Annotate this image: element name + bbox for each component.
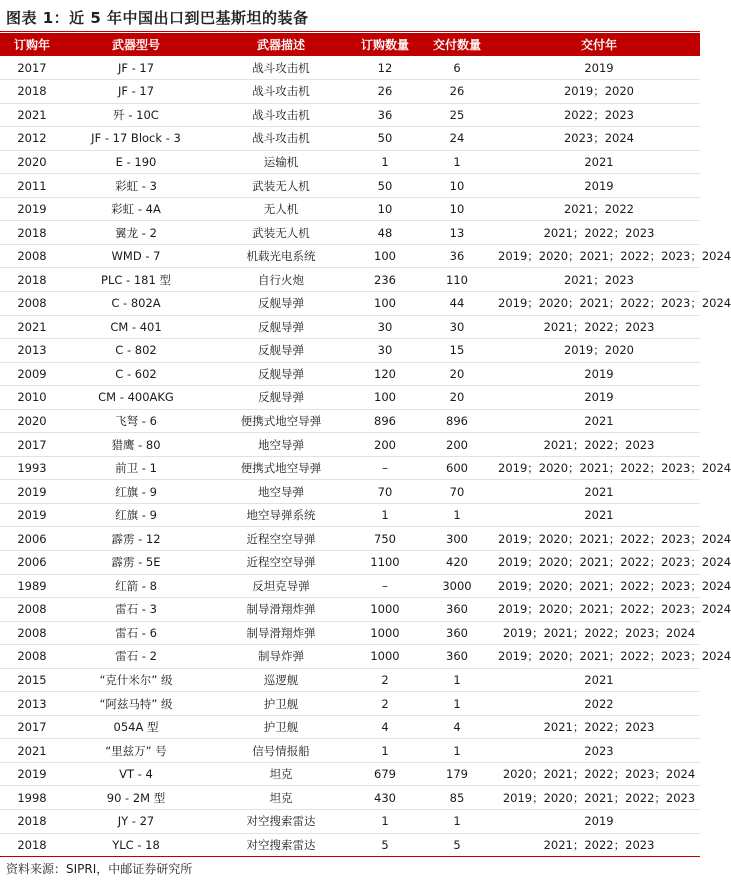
cell-order-year: 2021 [0, 103, 64, 127]
cell-delivered-quantity: 4 [416, 715, 498, 739]
cell-delivery-years: 2019 [498, 810, 700, 834]
cell-order-year: 2013 [0, 692, 64, 716]
cell-order-year: 2008 [0, 291, 64, 315]
cell-order-year: 2008 [0, 621, 64, 645]
table-row [0, 762, 700, 786]
cell-delivered-quantity: 13 [416, 221, 498, 245]
table-row [0, 291, 700, 315]
cell-order-year: 2021 [0, 739, 64, 763]
cell-order-year: 1998 [0, 786, 64, 810]
cell-weapon-description: 便携式地空导弹 [208, 409, 354, 433]
header-weapon-model: 武器型号 [111, 38, 160, 52]
cell-weapon-description: 便携式地空导弹 [208, 456, 354, 480]
cell-order-quantity: 4 [354, 715, 416, 739]
cell-order-year: 2008 [0, 598, 64, 622]
cell-delivery-years: 2021；2023 [498, 268, 700, 292]
cell-order-quantity: 2 [354, 692, 416, 716]
cell-delivered-quantity: 110 [416, 268, 498, 292]
header-delivery-years: 交付年 [580, 38, 617, 52]
cell-weapon-model: 054A 型 [64, 715, 208, 739]
cell-order-year: 2018 [0, 268, 64, 292]
cell-weapon-model: E - 190 [64, 150, 208, 174]
cell-delivery-years: 2019 [498, 174, 700, 198]
cell-order-quantity: 1000 [354, 598, 416, 622]
table-row [0, 339, 700, 363]
cell-order-quantity: 30 [354, 339, 416, 363]
cell-order-quantity: 70 [354, 480, 416, 504]
cell-weapon-model: JF - 17 [64, 80, 208, 104]
table-row [0, 598, 700, 622]
cell-delivered-quantity: 85 [416, 786, 498, 810]
cell-order-year: 1989 [0, 574, 64, 598]
cell-order-quantity: 1000 [354, 621, 416, 645]
cell-order-year: 2009 [0, 362, 64, 386]
cell-order-quantity: 1 [354, 503, 416, 527]
cell-order-quantity: 750 [354, 527, 416, 551]
cell-delivered-quantity: 20 [416, 386, 498, 410]
cell-delivery-years: 2019 [498, 56, 700, 80]
cell-delivered-quantity: 10 [416, 174, 498, 198]
cell-delivered-quantity: 24 [416, 127, 498, 151]
cell-delivered-quantity: 420 [416, 550, 498, 574]
table-body [0, 56, 731, 857]
cell-weapon-model: 翼龙 - 2 [64, 221, 208, 245]
cell-weapon-description: 反舰导弹 [208, 386, 354, 410]
cell-weapon-description: 近程空空导弹 [208, 550, 354, 574]
cell-delivery-years: 2019；2020；2021；2022；2023；2024 [498, 550, 700, 574]
table-row [0, 433, 700, 457]
header-order-quantity: 订购数量 [360, 38, 409, 52]
cell-order-year: 2010 [0, 386, 64, 410]
table-row [0, 503, 700, 527]
cell-order-quantity: 5 [354, 833, 416, 857]
cell-weapon-description: 制导滑翔炸弹 [208, 621, 354, 645]
cell-delivery-years: 2019；2020；2021；2022；2023；2024 [498, 645, 700, 669]
table-row [0, 739, 700, 763]
cell-order-year: 2020 [0, 409, 64, 433]
cell-weapon-description: 战斗攻击机 [208, 127, 354, 151]
cell-weapon-model: 红旗 - 9 [64, 480, 208, 504]
cell-order-quantity: 30 [354, 315, 416, 339]
table-row [0, 409, 700, 433]
figure-title: 图表 1：近 5 年中国出口到巴基斯坦的装备 [6, 9, 309, 27]
cell-delivered-quantity: 3000 [416, 574, 498, 598]
figure-title-bar [0, 0, 700, 32]
cell-order-year: 2021 [0, 315, 64, 339]
cell-order-year: 2019 [0, 197, 64, 221]
cell-delivered-quantity: 70 [416, 480, 498, 504]
cell-weapon-description: 地空导弹 [208, 480, 354, 504]
table-row [0, 833, 700, 857]
cell-order-quantity: 48 [354, 221, 416, 245]
cell-delivered-quantity: 360 [416, 621, 498, 645]
cell-order-year: 2017 [0, 715, 64, 739]
table-row [0, 810, 700, 834]
cell-order-quantity: 1 [354, 810, 416, 834]
cell-weapon-model: 彩虹 - 4A [64, 197, 208, 221]
cell-delivered-quantity: 26 [416, 80, 498, 104]
cell-delivery-years: 2023 [498, 739, 700, 763]
header-row [0, 33, 700, 56]
cell-order-quantity: 50 [354, 174, 416, 198]
cell-weapon-description: 对空搜索雷达 [208, 810, 354, 834]
cell-weapon-model: 猎鹰 - 80 [64, 433, 208, 457]
table-row [0, 645, 700, 669]
cell-order-quantity: 12 [354, 56, 416, 80]
table-row [0, 315, 700, 339]
table-row [0, 268, 700, 292]
cell-delivery-years: 2020；2021；2022；2023；2024 [498, 762, 700, 786]
cell-order-year: 2020 [0, 150, 64, 174]
cell-delivery-years: 2019；2020；2021；2022；2023；2024 [498, 244, 700, 268]
cell-weapon-description: 武装无人机 [208, 221, 354, 245]
cell-weapon-description: 巡逻舰 [208, 668, 354, 692]
cell-delivery-years: 2021；2022 [498, 197, 700, 221]
table-row [0, 197, 700, 221]
table-row [0, 621, 700, 645]
cell-delivered-quantity: 1 [416, 810, 498, 834]
cell-order-quantity: 2 [354, 668, 416, 692]
cell-order-quantity: 1 [354, 150, 416, 174]
cell-order-quantity: 1 [354, 739, 416, 763]
cell-delivery-years: 2021；2022；2023 [498, 715, 700, 739]
cell-weapon-model: WMD - 7 [64, 244, 208, 268]
table-row [0, 715, 700, 739]
cell-delivered-quantity: 1 [416, 668, 498, 692]
cell-order-year: 2017 [0, 56, 64, 80]
cell-order-year: 2006 [0, 527, 64, 551]
table-row [0, 56, 700, 80]
cell-weapon-description: 地空导弹 [208, 433, 354, 457]
cell-weapon-description: 对空搜索雷达 [208, 833, 354, 857]
table-row [0, 150, 700, 174]
cell-weapon-description: 反舰导弹 [208, 315, 354, 339]
cell-delivery-years: 2019 [498, 386, 700, 410]
cell-weapon-model: “克什米尔” 级 [64, 668, 208, 692]
cell-weapon-description: 反舰导弹 [208, 291, 354, 315]
cell-delivery-years: 2019；2020；2021；2022；2023；2024 [498, 527, 700, 551]
cell-order-quantity: 1000 [354, 645, 416, 669]
cell-weapon-model: 歼 - 10C [64, 103, 208, 127]
cell-order-year: 2012 [0, 127, 64, 151]
cell-order-quantity: 100 [354, 386, 416, 410]
table-row [0, 668, 700, 692]
cell-weapon-model: 红旗 - 9 [64, 503, 208, 527]
cell-order-year: 2018 [0, 221, 64, 245]
table-row [0, 103, 700, 127]
header-weapon-description: 武器描述 [256, 38, 305, 52]
table-row [0, 386, 700, 410]
cell-order-year: 2019 [0, 762, 64, 786]
cell-delivered-quantity: 179 [416, 762, 498, 786]
header-delivered-quantity: 交付数量 [432, 38, 481, 52]
cell-weapon-description: 信号情报船 [208, 739, 354, 763]
cell-weapon-model: 飞弩 - 6 [64, 409, 208, 433]
cell-delivered-quantity: 20 [416, 362, 498, 386]
table-row [0, 574, 700, 598]
cell-order-quantity: 679 [354, 762, 416, 786]
table-row [0, 786, 700, 810]
cell-delivery-years: 2021；2022；2023 [498, 315, 700, 339]
cell-delivered-quantity: 200 [416, 433, 498, 457]
cell-weapon-description: 战斗攻击机 [208, 80, 354, 104]
cell-order-quantity: 120 [354, 362, 416, 386]
cell-weapon-description: 坦克 [208, 786, 354, 810]
cell-delivered-quantity: 5 [416, 833, 498, 857]
table-row [0, 221, 700, 245]
cell-order-quantity: 50 [354, 127, 416, 151]
cell-delivery-years: 2019；2020 [498, 339, 700, 363]
cell-weapon-description: 护卫舰 [208, 692, 354, 716]
cell-delivered-quantity: 30 [416, 315, 498, 339]
cell-delivered-quantity: 25 [416, 103, 498, 127]
cell-delivery-years: 2021 [498, 503, 700, 527]
cell-delivered-quantity: 1 [416, 150, 498, 174]
table-row [0, 480, 700, 504]
cell-weapon-model: C - 802 [64, 339, 208, 363]
equipment-table [0, 33, 731, 857]
table-header [0, 33, 700, 56]
cell-weapon-model: CM - 401 [64, 315, 208, 339]
cell-order-quantity: 26 [354, 80, 416, 104]
cell-delivery-years: 2019 [498, 362, 700, 386]
cell-delivered-quantity: 36 [416, 244, 498, 268]
cell-order-year: 2008 [0, 645, 64, 669]
cell-weapon-description: 自行火炮 [208, 268, 354, 292]
cell-weapon-model: JF - 17 Block - 3 [64, 127, 208, 151]
cell-delivery-years: 2023；2024 [498, 127, 700, 151]
cell-weapon-description: 坦克 [208, 762, 354, 786]
cell-weapon-model: “里兹万” 号 [64, 739, 208, 763]
cell-weapon-description: 无人机 [208, 197, 354, 221]
cell-order-quantity: 10 [354, 197, 416, 221]
cell-weapon-description: 武装无人机 [208, 174, 354, 198]
cell-order-year: 1993 [0, 456, 64, 480]
header-order-year: 订购年 [13, 38, 50, 52]
cell-delivery-years: 2021 [498, 409, 700, 433]
cell-weapon-model: 霹雳 - 5E [64, 550, 208, 574]
cell-order-quantity: 100 [354, 291, 416, 315]
cell-delivery-years: 2019；2020；2021；2022；2023；2024 [498, 291, 700, 315]
cell-order-year: 2018 [0, 810, 64, 834]
cell-weapon-model: PLC - 181 型 [64, 268, 208, 292]
cell-weapon-description: 制导炸弹 [208, 645, 354, 669]
cell-order-quantity: 430 [354, 786, 416, 810]
cell-order-year: 2019 [0, 480, 64, 504]
cell-order-quantity: 200 [354, 433, 416, 457]
cell-delivered-quantity: 360 [416, 645, 498, 669]
cell-order-year: 2011 [0, 174, 64, 198]
cell-delivered-quantity: 1 [416, 692, 498, 716]
cell-delivery-years: 2021；2022；2023 [498, 833, 700, 857]
cell-weapon-model: VT - 4 [64, 762, 208, 786]
cell-delivery-years: 2019；2020；2021；2022；2023；2024 [498, 574, 700, 598]
cell-weapon-description: 战斗攻击机 [208, 103, 354, 127]
cell-weapon-model: 90 - 2M 型 [64, 786, 208, 810]
table-row [0, 80, 700, 104]
cell-delivery-years: 2022；2023 [498, 103, 700, 127]
cell-weapon-description: 制导滑翔炸弹 [208, 598, 354, 622]
cell-weapon-model: JF - 17 [64, 56, 208, 80]
cell-weapon-model: “阿兹马特” 级 [64, 692, 208, 716]
cell-delivery-years: 2021；2022；2023 [498, 433, 700, 457]
cell-delivered-quantity: 10 [416, 197, 498, 221]
cell-weapon-description: 反舰导弹 [208, 339, 354, 363]
cell-weapon-description: 反坦克导弹 [208, 574, 354, 598]
cell-weapon-description: 机载光电系统 [208, 244, 354, 268]
cell-delivered-quantity: 360 [416, 598, 498, 622]
cell-weapon-model: YLC - 18 [64, 833, 208, 857]
cell-delivered-quantity: 1 [416, 503, 498, 527]
cell-weapon-model: 雷石 - 2 [64, 645, 208, 669]
cell-order-year: 2019 [0, 503, 64, 527]
cell-delivery-years: 2019；2020 [498, 80, 700, 104]
cell-weapon-description: 近程空空导弹 [208, 527, 354, 551]
cell-delivered-quantity: 15 [416, 339, 498, 363]
cell-delivered-quantity: 1 [416, 739, 498, 763]
cell-weapon-model: 雷石 - 6 [64, 621, 208, 645]
cell-delivery-years: 2021；2022；2023 [498, 221, 700, 245]
table-row [0, 550, 700, 574]
cell-weapon-model: 雷石 - 3 [64, 598, 208, 622]
cell-delivered-quantity: 600 [416, 456, 498, 480]
cell-delivered-quantity: 896 [416, 409, 498, 433]
cell-delivery-years: 2021 [498, 480, 700, 504]
cell-weapon-model: C - 602 [64, 362, 208, 386]
cell-weapon-model: 前卫 - 1 [64, 456, 208, 480]
cell-delivery-years: 2021 [498, 150, 700, 174]
table-row [0, 362, 700, 386]
table-row [0, 527, 700, 551]
cell-order-quantity: 236 [354, 268, 416, 292]
cell-weapon-model: 霹雳 - 12 [64, 527, 208, 551]
cell-delivery-years: 2019；2021；2022；2023；2024 [498, 621, 700, 645]
cell-weapon-model: JY - 27 [64, 810, 208, 834]
table-row [0, 127, 700, 151]
cell-delivery-years: 2019；2020；2021；2022；2023；2024 [498, 598, 700, 622]
cell-delivered-quantity: 44 [416, 291, 498, 315]
cell-order-quantity: 36 [354, 103, 416, 127]
cell-delivered-quantity: 6 [416, 56, 498, 80]
cell-weapon-model: CM - 400AKG [64, 386, 208, 410]
cell-order-year: 2008 [0, 244, 64, 268]
cell-delivery-years: 2019；2020；2021；2022；2023 [498, 786, 700, 810]
cell-order-quantity: – [354, 456, 416, 480]
cell-delivery-years: 2022 [498, 692, 700, 716]
cell-delivered-quantity: 300 [416, 527, 498, 551]
cell-weapon-model: 红箭 - 8 [64, 574, 208, 598]
cell-order-year: 2015 [0, 668, 64, 692]
table-row [0, 456, 700, 480]
table-row [0, 174, 700, 198]
cell-order-quantity: – [354, 574, 416, 598]
cell-weapon-description: 运输机 [208, 150, 354, 174]
cell-order-year: 2018 [0, 833, 64, 857]
cell-order-year: 2013 [0, 339, 64, 363]
cell-order-quantity: 896 [354, 409, 416, 433]
cell-order-year: 2017 [0, 433, 64, 457]
cell-weapon-description: 战斗攻击机 [208, 56, 354, 80]
cell-delivery-years: 2021 [498, 668, 700, 692]
cell-delivery-years: 2019；2020；2021；2022；2023；2024 [498, 456, 700, 480]
table-row [0, 244, 700, 268]
cell-weapon-model: 彩虹 - 3 [64, 174, 208, 198]
cell-order-year: 2018 [0, 80, 64, 104]
cell-weapon-model: C - 802A [64, 291, 208, 315]
cell-weapon-description: 地空导弹系统 [208, 503, 354, 527]
cell-weapon-description: 反舰导弹 [208, 362, 354, 386]
table-row [0, 692, 700, 716]
source-note: 资料来源：SIPRI，中邮证券研究所 [6, 862, 193, 876]
cell-order-year: 2006 [0, 550, 64, 574]
cell-order-quantity: 100 [354, 244, 416, 268]
cell-order-quantity: 1100 [354, 550, 416, 574]
cell-weapon-description: 护卫舰 [208, 715, 354, 739]
